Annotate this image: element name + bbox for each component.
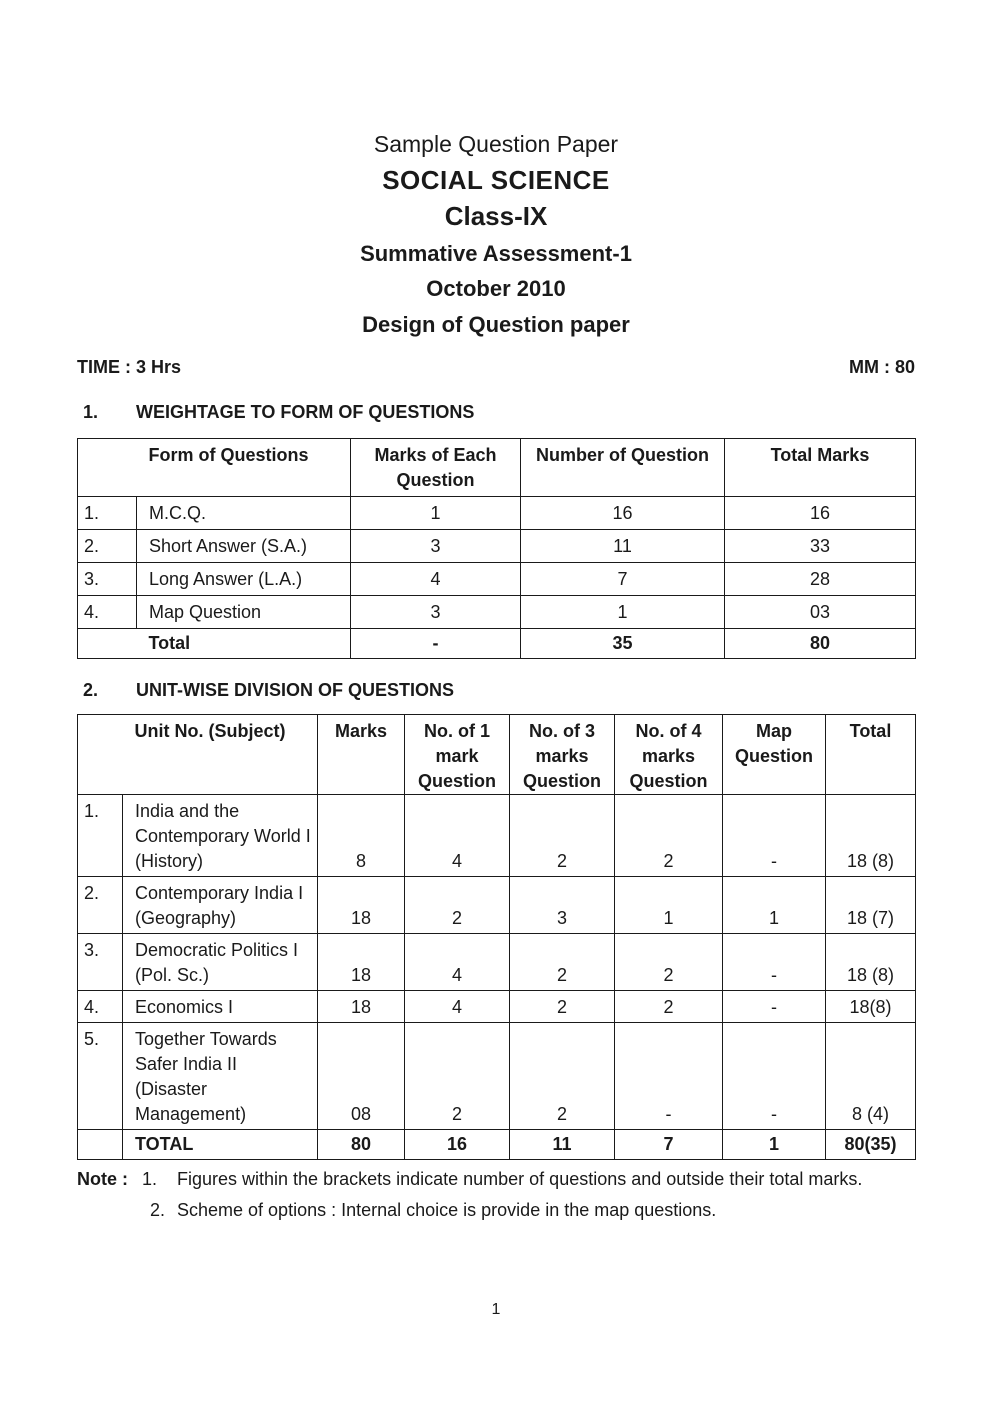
date-heading: October 2010 xyxy=(426,276,566,301)
row-unit: Together Towards Safer India II (Disaster Management) xyxy=(123,1023,318,1130)
row-total: 16 xyxy=(725,497,916,530)
row-four-marks: 2 xyxy=(615,795,723,877)
row-sn: 4. xyxy=(78,596,137,629)
row-number: 16 xyxy=(521,497,725,530)
note-number: 1. xyxy=(142,1169,158,1189)
time-marks-row xyxy=(77,357,915,378)
header-one-mark: No. of 1 mark Question xyxy=(405,715,510,795)
header-four-marks: No. of 4 marks Question xyxy=(615,715,723,795)
total-one-mark: 16 xyxy=(405,1130,510,1160)
row-marks: 3 xyxy=(351,530,521,563)
header-form: Form of Questions xyxy=(137,439,351,497)
row-total: 28 xyxy=(725,563,916,596)
row-four-marks: 1 xyxy=(615,877,723,934)
row-form: Long Answer (L.A.) xyxy=(137,563,351,596)
section1-title xyxy=(77,402,474,423)
row-sn: 2. xyxy=(78,530,137,563)
header-total-marks: Total Marks xyxy=(725,439,916,497)
weightage-table xyxy=(77,438,916,659)
row-one-mark: 4 xyxy=(405,991,510,1023)
row-form: Map Question xyxy=(137,596,351,629)
row-marks: 1 xyxy=(351,497,521,530)
row-total: 18 (8) xyxy=(826,934,916,991)
total-four-marks: 7 xyxy=(615,1130,723,1160)
total-three-marks: 11 xyxy=(510,1130,615,1160)
row-sn: 2. xyxy=(78,877,123,934)
row-one-mark: 4 xyxy=(405,795,510,877)
note-label: Note : xyxy=(77,1169,128,1189)
row-total: 33 xyxy=(725,530,916,563)
assessment-heading: Summative Assessment-1 xyxy=(360,241,632,266)
row-sn: 1. xyxy=(78,795,123,877)
row-one-mark: 4 xyxy=(405,934,510,991)
row-unit: Economics I xyxy=(123,991,318,1023)
row-marks: 4 xyxy=(351,563,521,596)
row-unit: Contemporary India I (Geography) xyxy=(123,877,318,934)
table-row xyxy=(78,530,916,563)
table-total-row xyxy=(78,1130,916,1160)
table-header-row xyxy=(78,715,916,795)
section2-number: 2. xyxy=(83,680,99,700)
row-one-mark: 2 xyxy=(405,877,510,934)
row-unit: India and the Contemporary World I (History) xyxy=(123,795,318,877)
row-sn: 3. xyxy=(78,563,137,596)
row-sn: 1. xyxy=(78,497,137,530)
row-total: 18 (7) xyxy=(826,877,916,934)
row-map: 1 xyxy=(723,877,826,934)
total-label: TOTAL xyxy=(123,1130,318,1160)
note-item xyxy=(77,1167,915,1192)
design-heading: Design of Question paper xyxy=(362,312,630,337)
header-total: Total xyxy=(826,715,916,795)
table-row xyxy=(78,991,916,1023)
header-cell-sn xyxy=(78,715,123,795)
row-total: 18(8) xyxy=(826,991,916,1023)
table-row xyxy=(78,877,916,934)
row-marks: 08 xyxy=(318,1023,405,1130)
table-row xyxy=(78,596,916,629)
row-sn: 3. xyxy=(78,934,123,991)
table-row xyxy=(78,563,916,596)
row-map: - xyxy=(723,934,826,991)
paper-type-heading: Sample Question Paper xyxy=(373,131,619,157)
row-marks: 18 xyxy=(318,877,405,934)
page-number: 1 xyxy=(491,1301,501,1318)
row-number: 7 xyxy=(521,563,725,596)
row-three-marks: 2 xyxy=(510,1023,615,1130)
subject-heading: SOCIAL SCIENCE xyxy=(382,165,610,195)
row-three-marks: 2 xyxy=(510,991,615,1023)
table-row xyxy=(78,1023,916,1130)
notes-block xyxy=(77,1167,915,1223)
section1-number: 1. xyxy=(83,402,99,422)
row-three-marks: 2 xyxy=(510,795,615,877)
row-marks: 8 xyxy=(318,795,405,877)
note-text: Scheme of options : Internal choice is provide in the map questions. xyxy=(177,1200,717,1220)
table-row xyxy=(78,497,916,530)
section1-title-text: WEIGHTAGE TO FORM OF QUESTIONS xyxy=(136,402,475,422)
row-form: M.C.Q. xyxy=(137,497,351,530)
row-total: 03 xyxy=(725,596,916,629)
row-four-marks: 2 xyxy=(615,991,723,1023)
header-three-marks: No. of 3 marks Question xyxy=(510,715,615,795)
row-four-marks: - xyxy=(615,1023,723,1130)
total-marks: 80 xyxy=(318,1130,405,1160)
note-text: Figures within the brackets indicate number of questions and outside their total marks. xyxy=(177,1169,863,1189)
time-label: TIME : 3 Hrs xyxy=(77,357,182,377)
row-number: 11 xyxy=(521,530,725,563)
row-form: Short Answer (S.A.) xyxy=(137,530,351,563)
total-map: 1 xyxy=(723,1130,826,1160)
unit-wise-table xyxy=(77,714,916,1160)
table-total-row xyxy=(78,629,916,659)
section2-title xyxy=(77,680,454,701)
total-number: 35 xyxy=(521,629,725,659)
row-total: 8 (4) xyxy=(826,1023,916,1130)
note-number: 2. xyxy=(150,1200,166,1220)
row-map: - xyxy=(723,991,826,1023)
total-marks: - xyxy=(351,629,521,659)
total-label: Total xyxy=(137,629,351,659)
section2-title-text: UNIT-WISE DIVISION OF QUESTIONS xyxy=(136,680,455,700)
header-map-question: Map Question xyxy=(723,715,826,795)
row-number: 1 xyxy=(521,596,725,629)
row-one-mark: 2 xyxy=(405,1023,510,1130)
header-marks: Marks xyxy=(318,715,405,795)
row-four-marks: 2 xyxy=(615,934,723,991)
note-item xyxy=(77,1198,915,1223)
row-unit: Democratic Politics I (Pol. Sc.) xyxy=(123,934,318,991)
total-sn-cell xyxy=(78,1130,123,1160)
header-unit: Unit No. (Subject) xyxy=(123,715,318,795)
row-total: 18 (8) xyxy=(826,795,916,877)
row-three-marks: 3 xyxy=(510,877,615,934)
row-sn: 4. xyxy=(78,991,123,1023)
total-sn-cell xyxy=(78,629,137,659)
total-total: 80(35) xyxy=(826,1130,916,1160)
row-map: - xyxy=(723,1023,826,1130)
max-marks-label: MM : 80 xyxy=(848,357,915,377)
total-total: 80 xyxy=(725,629,916,659)
row-marks: 18 xyxy=(318,934,405,991)
class-heading: Class-IX xyxy=(444,201,548,231)
row-marks: 3 xyxy=(351,596,521,629)
header-cell-sn xyxy=(78,439,137,497)
row-marks: 18 xyxy=(318,991,405,1023)
table-header-row xyxy=(78,439,916,497)
row-three-marks: 2 xyxy=(510,934,615,991)
table-row xyxy=(78,934,916,991)
row-sn: 5. xyxy=(78,1023,123,1130)
header-marks-each: Marks of Each Question xyxy=(351,439,521,497)
table-row xyxy=(78,795,916,877)
header-number: Number of Question xyxy=(521,439,725,497)
row-map: - xyxy=(723,795,826,877)
